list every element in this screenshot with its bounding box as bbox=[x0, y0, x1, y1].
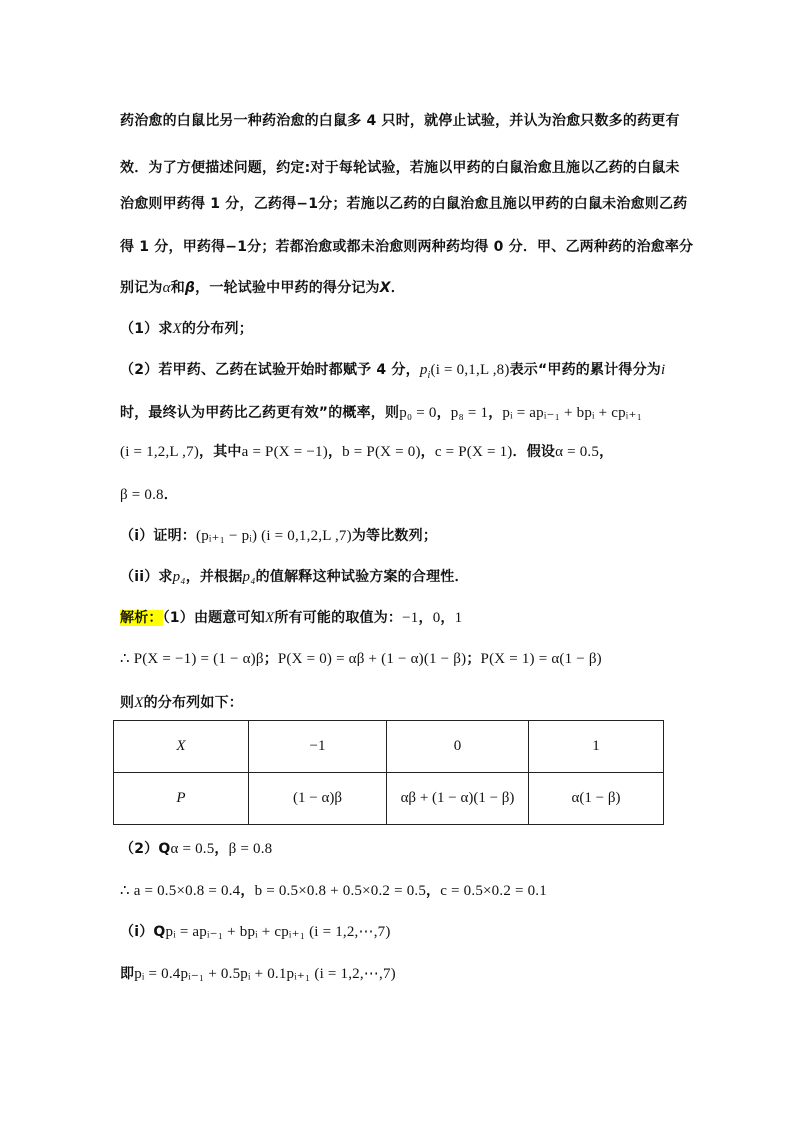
text: （1）求 bbox=[120, 321, 173, 337]
math: α = 0.5 bbox=[170, 841, 215, 857]
text: ．假设 bbox=[512, 444, 556, 460]
text: （2）Q bbox=[120, 841, 171, 857]
text: ， bbox=[214, 841, 229, 857]
math: (i = 1,2,L ,7) bbox=[120, 444, 200, 460]
question-2-i bbox=[120, 525, 437, 545]
text: （i）Q bbox=[120, 924, 166, 940]
text: ． bbox=[163, 487, 178, 503]
table-row bbox=[114, 773, 664, 825]
text: 时，最终认为甲药比乙药更有效”的概率，则 bbox=[120, 405, 400, 421]
table-cell: X bbox=[114, 721, 249, 773]
text: （2）若甲药、乙药在试验开始时都赋予 4 分， bbox=[120, 362, 420, 378]
text: 和 bbox=[170, 280, 185, 296]
math: i bbox=[660, 362, 666, 378]
math: ∴ a = 0.5×0.8 = 0.4 bbox=[120, 883, 241, 899]
question-2-ii bbox=[120, 566, 469, 586]
solution-2-i-rewrite bbox=[120, 963, 396, 983]
math: p bbox=[419, 362, 428, 378]
x-symbol: X bbox=[172, 321, 182, 337]
solution-1-intro bbox=[120, 607, 462, 627]
text: ． bbox=[390, 280, 405, 296]
alpha-symbol: α bbox=[162, 280, 171, 296]
table-cell: −1 bbox=[249, 721, 387, 773]
question-1 bbox=[120, 318, 253, 338]
text: ， bbox=[488, 405, 503, 421]
math: p₄ bbox=[242, 569, 256, 585]
text: 所有可能的取值为： bbox=[274, 610, 403, 626]
math: a = P(X = −1) bbox=[241, 444, 328, 460]
math: c = 0.5×0.2 = 0.1 bbox=[440, 883, 547, 899]
math: P(X = 0) = αβ + (1 − α)(1 − β) bbox=[277, 651, 467, 667]
math: (i = 0,1,L ,8) bbox=[430, 362, 510, 378]
problem-line-2: 效．为了方便描述问题，约定:对于每轮试验，若施以甲药的白鼠治愈且施以乙药的白鼠未 bbox=[120, 160, 680, 176]
math: p₄ bbox=[172, 569, 186, 585]
math: i bbox=[427, 369, 431, 381]
x-symbol: X bbox=[379, 280, 391, 296]
table-cell: αβ + (1 − α)(1 − β) bbox=[387, 773, 529, 825]
text: ， bbox=[599, 444, 614, 460]
text: 的分布列如下： bbox=[143, 695, 243, 711]
text: ， bbox=[436, 405, 451, 421]
table-cell: P bbox=[114, 773, 249, 825]
math: β = 0.8 bbox=[228, 841, 273, 857]
solution-label: 解析： bbox=[120, 610, 163, 626]
table-cell: (1 − α)β bbox=[249, 773, 387, 825]
problem-line-3: 治愈则甲药得 1 分，乙药得−1分；若施以乙药的白鼠治愈且施以甲药的白鼠未治愈则乙药 bbox=[120, 196, 688, 212]
table-cell: α(1 − β) bbox=[529, 773, 664, 825]
math: pᵢ = apᵢ₋₁ + bpᵢ + cpᵢ₊₁ (i = 1,2,⋯,7) bbox=[165, 924, 391, 940]
question-2-line-2 bbox=[120, 402, 642, 422]
math: p₀ = 0 bbox=[399, 405, 437, 421]
text: ， bbox=[426, 883, 441, 899]
text: （i）证明： bbox=[120, 528, 196, 544]
solution-2-calc bbox=[120, 880, 547, 900]
math: (pᵢ₊₁ − pᵢ) (i = 0,1,2,L ,7) bbox=[196, 528, 352, 544]
table-cell: 1 bbox=[529, 721, 664, 773]
math: 0 bbox=[432, 610, 441, 626]
text: 即 bbox=[120, 966, 135, 982]
math: 1 bbox=[454, 610, 463, 626]
math: α = 0.5 bbox=[555, 444, 600, 460]
text: ，并根据 bbox=[185, 569, 243, 585]
solution-2-given bbox=[120, 838, 272, 858]
text: ， bbox=[418, 610, 433, 626]
text: ， bbox=[440, 610, 455, 626]
text: ； bbox=[263, 651, 278, 667]
text: ， bbox=[420, 444, 435, 460]
text: 表示“甲药的累计得分为 bbox=[509, 362, 661, 378]
table-row bbox=[114, 721, 664, 773]
math: pᵢ = 0.4pᵢ₋₁ + 0.5pᵢ + 0.1pᵢ₊₁ (i = 1,2,⋯,7) bbox=[134, 966, 396, 982]
math: c = P(X = 1) bbox=[434, 444, 513, 460]
table-cell: 0 bbox=[387, 721, 529, 773]
text: （ii）求 bbox=[120, 569, 173, 585]
text: 别记为 bbox=[120, 280, 163, 296]
beta-symbol: β bbox=[184, 280, 196, 296]
text: 的分布列； bbox=[181, 321, 253, 337]
math: pᵢ = apᵢ₋₁ + bpᵢ + cpᵢ₊₁ bbox=[502, 405, 642, 421]
problem-line-4: 得 1 分，甲药得−1分；若都治愈或都未治愈则两种药均得 0 分．甲、乙两种药的治愈率分 bbox=[120, 239, 694, 255]
text: （1）由题意可知 bbox=[162, 610, 265, 626]
text: ，一轮试验中甲药的得分记为 bbox=[195, 280, 380, 296]
text: ，其中 bbox=[199, 444, 242, 460]
text: 的值解释这种试验方案的合理性． bbox=[255, 569, 469, 585]
math: b = P(X = 0) bbox=[342, 444, 421, 460]
math: p₈ = 1 bbox=[450, 405, 489, 421]
text: ； bbox=[466, 651, 481, 667]
question-2-line-3 bbox=[120, 441, 613, 461]
solution-2-i bbox=[120, 921, 391, 941]
distribution-intro bbox=[120, 692, 243, 712]
probability-line bbox=[120, 648, 602, 668]
text: ， bbox=[240, 883, 255, 899]
math: P(X = 1) = α(1 − β) bbox=[480, 651, 602, 667]
question-2-line-4 bbox=[120, 484, 178, 504]
text: 为等比数列； bbox=[351, 528, 438, 544]
text: 则 bbox=[120, 695, 135, 711]
distribution-table bbox=[113, 720, 664, 825]
question-2-line-1 bbox=[120, 359, 665, 381]
math: b = 0.5×0.8 + 0.5×0.2 = 0.5 bbox=[254, 883, 427, 899]
text: ， bbox=[327, 444, 343, 460]
math: β = 0.8 bbox=[120, 487, 164, 503]
math: ∴ P(X = −1) = (1 − α)β bbox=[120, 651, 264, 667]
problem-line-5 bbox=[120, 277, 405, 297]
x-symbol: X bbox=[264, 610, 275, 626]
math: −1 bbox=[402, 610, 419, 626]
problem-line-1: 药治愈的白鼠比另一种药治愈的白鼠多 4 只时，就停止试验，并认为治愈只数多的药更有 bbox=[120, 113, 680, 129]
x-symbol: X bbox=[134, 695, 144, 711]
